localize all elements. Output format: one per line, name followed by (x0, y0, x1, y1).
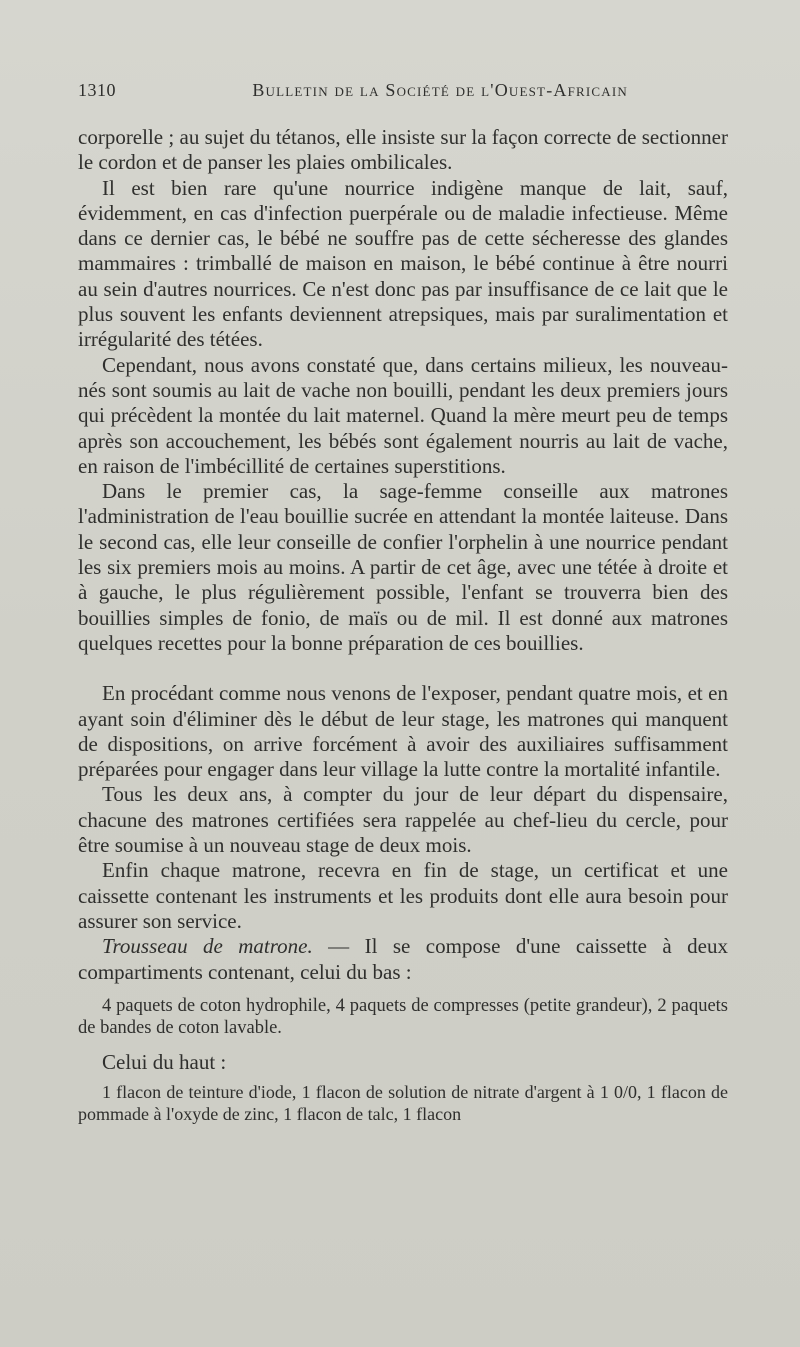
paragraph: Dans le premier cas, la sage-femme conseille aux matrones l'administration de l'eau bouillie sucrée en attendant la montée laiteuse. Dans le second cas, elle leur conseille de confier l'orphelin à une nourrice pendant les six premiers mois au moins. A partir de cet âge, avec une tétée à droite et à gauche, le plus régulièrement possible, l'enfant se trouverra bien des bouillies simples de fonio, de maïs ou de mil. Il est donné aux matrones quelques recettes pour la bonne préparation de ces bouillies. (78, 479, 728, 655)
body-text (78, 125, 728, 1125)
trousseau-paragraph (78, 934, 728, 985)
trousseau-text: — Il se compose d'une caissette à deux compartiments contenant, celui du bas : (78, 934, 728, 984)
top-compartment-label: Celui du haut : (102, 1049, 227, 1074)
paragraph: Tous les deux ans, à compter du jour de leur départ du dispensaire, chacune des matrones certifiées sera rappelée au chef-lieu du cercle, pour être soumise à un nouveau stage de deux mois. (78, 782, 728, 858)
page-number: 1310 (78, 80, 116, 100)
list-top-compartment: 1 flacon de teinture d'iode, 1 flacon de solution de nitrate d'argent à 1 0/0, 1 flacon de pommade à l'oxyde de zinc, 1 flacon de talc, 1 flacon (78, 1082, 728, 1125)
paragraph: Cependant, nous avons constaté que, dans certains milieux, les nouveau-nés sont soumis au lait de vache non bouilli, pendant les deux premiers jours qui précèdent la montée du lait maternel. Quand la mère meurt peu de temps après son accouchement, les bébés sont également nourris au lait de vache, en raison de l'imbécillité de certaines superstitions. (78, 352, 728, 478)
list-bottom-compartment: 4 paquets de coton hydrophile, 4 paquets de compresses (petite grandeur), 2 paquets de bandes de coton lavable. (78, 995, 728, 1039)
trousseau-label: Trousseau de matrone. (102, 934, 313, 959)
running-header (78, 80, 728, 101)
paragraph: Enfin chaque matrone, recevra en fin de stage, un certificat et une caissette contenant les instruments et les produits dont elle aura besoin pour assurer son service. (78, 858, 728, 933)
paragraph: Il est bien rare qu'une nourrice indigène manque de lait, sauf, évidemment, en cas d'infection puerpérale ou de maladie infectieuse. Même dans ce dernier cas, le bébé ne souffre pas de cette sécheresse des glandes mammaires : trimballé de maison en maison, le bébé continue à être nourri au sein d'autres nourrices. Ce n'est donc pas par insuffisance de ce lait que le plus souvent les enfants deviennent atrepsiques, mais par suralimentation et irrégularité des tétées. (78, 175, 728, 352)
running-title: Bulletin de la Société de l'Ouest-Africain (252, 80, 628, 100)
paragraph: En procédant comme nous venons de l'exposer, pendant quatre mois, et en ayant soin d'éliminer dès le début de leur stage, les matrones qui manquent de dispositions, on arrive forcément à avoir des auxiliaires suffisamment préparées pour engager dans leur village la lutte contre la mortalité infantile. (78, 681, 728, 782)
paragraph: corporelle ; au sujet du tétanos, elle insiste sur la façon correcte de sectionner le cordon et de panser les plaies ombilicales. (78, 125, 728, 175)
